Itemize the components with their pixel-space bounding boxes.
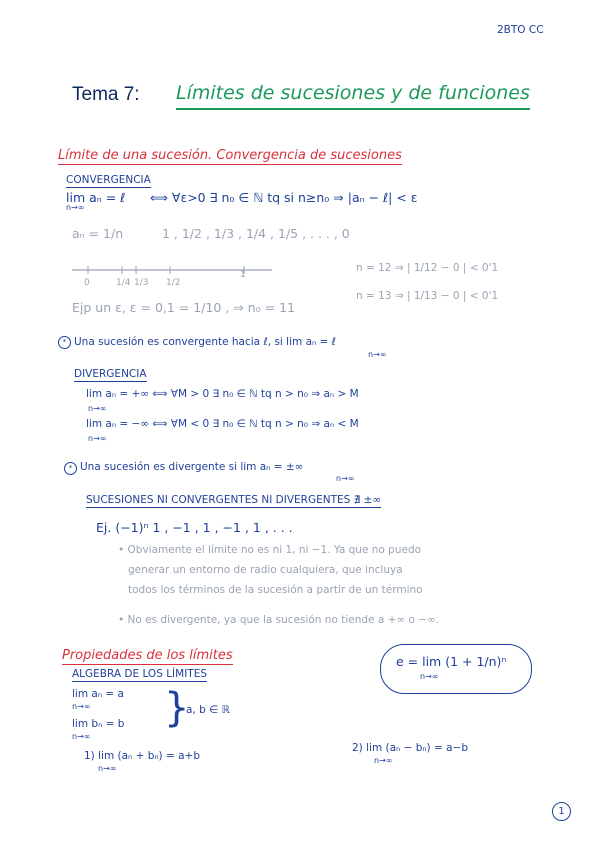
convergent-note-sub: n→∞ [368, 350, 387, 359]
tick-label-0: 0 [84, 278, 90, 288]
algebra-label: ALGEBRA DE LOS LÍMITES [72, 668, 208, 680]
convergencia-definition: ⟺ ∀ε>0 ∃ n₀ ∈ ℕ tq si n≥n₀ ⇒ |aₙ − ℓ| < ε [150, 190, 418, 205]
tick-label-1-2: 1/2 [166, 278, 181, 288]
ni-bullet1-line1: • Obviamente el límite no es ni 1, ni −1. Ya que no puedo [118, 544, 422, 556]
convergent-note: Una sucesión es convergente hacia ℓ, si lim aₙ = ℓ [74, 336, 337, 348]
title-underline [176, 108, 530, 110]
e-formula-sub: n→∞ [420, 672, 439, 681]
number-line [72, 260, 292, 300]
divergencia-row-minus: lim aₙ = −∞ ⟺ ∀M < 0 ∃ n₀ ∈ ℕ tq n > n₀ ⇒ aₙ < M [86, 418, 359, 430]
page-title-subject: Límites de sucesiones y de funciones [176, 82, 530, 104]
star-bullet-icon: * [58, 336, 71, 349]
course-label: 2BTO CC [497, 24, 544, 36]
lim-subscript: n→∞ [66, 203, 85, 212]
ni-example: Ej. (−1)ⁿ 1 , −1 , 1 , −1 , 1 , . . . [96, 520, 293, 535]
convergencia-label: CONVERGENCIA [66, 174, 151, 186]
lim-an-sub: n→∞ [72, 702, 91, 711]
tick-label-1-4: 1/4 [116, 278, 131, 288]
property-difference-sub: n→∞ [374, 756, 393, 765]
e-formula: e = lim (1 + 1/n)ⁿ [396, 654, 507, 669]
sequence-terms: 1 , 1/2 , 1/3 , 1/4 , 1/5 , . . . , 0 [162, 226, 350, 241]
ni-bullet2: • No es divergente, ya que la sucesión no tiende a +∞ o −∞. [118, 614, 440, 626]
star-bullet-icon: * [64, 462, 77, 475]
property-difference: 2) lim (aₙ − bₙ) = a−b [352, 742, 469, 754]
divergencia-label: DIVERGENCIA [74, 368, 147, 380]
divergent-note: Una sucesión es divergente si lim aₙ = ±∞ [80, 461, 304, 473]
divergencia-row-plus-sub: n→∞ [88, 404, 107, 413]
tick-label-1-3: 1/3 [134, 278, 149, 288]
convergencia-lim [66, 190, 125, 212]
lim-bn: lim bₙ = b [72, 718, 125, 730]
ab-condition: a, b ∈ ℝ [186, 704, 230, 716]
divergencia-row-minus-sub: n→∞ [88, 434, 107, 443]
property-sum-sub: n→∞ [98, 764, 117, 773]
check-n12: n = 12 ⇒ | 1/12 − 0 | < 0'1 [356, 262, 499, 274]
property-sum: 1) lim (aₙ + bₙ) = a+b [84, 750, 201, 762]
section-heading-propiedades: Propiedades de los límites [62, 648, 233, 663]
page-number: 1 [552, 802, 571, 821]
ni-label: SUCESIONES NI CONVERGENTES NI DIVERGENTES ∄ ±∞ [86, 494, 382, 506]
divergencia-row-plus: lim aₙ = +∞ ⟺ ∀M > 0 ∃ n₀ ∈ ℕ tq n > n₀ ⇒ aₙ > M [86, 388, 359, 400]
check-n13: n = 13 ⇒ | 1/13 − 0 | < 0'1 [356, 290, 499, 302]
divergent-note-sub: n→∞ [336, 474, 355, 483]
sequence-label: aₙ = 1/n [72, 226, 124, 241]
ni-bullet1-line2: generar un entorno de radio cualquiera, que incluya [128, 564, 403, 576]
lim-expression: lim aₙ = ℓ [66, 190, 126, 205]
lim-an: lim aₙ = a [72, 688, 124, 700]
page-title-topic: Tema 7: [72, 84, 140, 105]
e-formula-box [380, 644, 532, 694]
tick-label-1: 1 [240, 270, 246, 280]
lim-bn-sub: n→∞ [72, 732, 91, 741]
epsilon-example: Ejp un ε, ε = 0,1 = 1/10 , ⇒ n₀ = 11 [72, 300, 295, 315]
ni-bullet1-line3: todos los términos de la sucesión a partir de un término [128, 584, 423, 596]
right-brace: } [164, 685, 190, 731]
section-heading-limite: Límite de una sucesión. Convergencia de sucesiones [58, 148, 402, 163]
